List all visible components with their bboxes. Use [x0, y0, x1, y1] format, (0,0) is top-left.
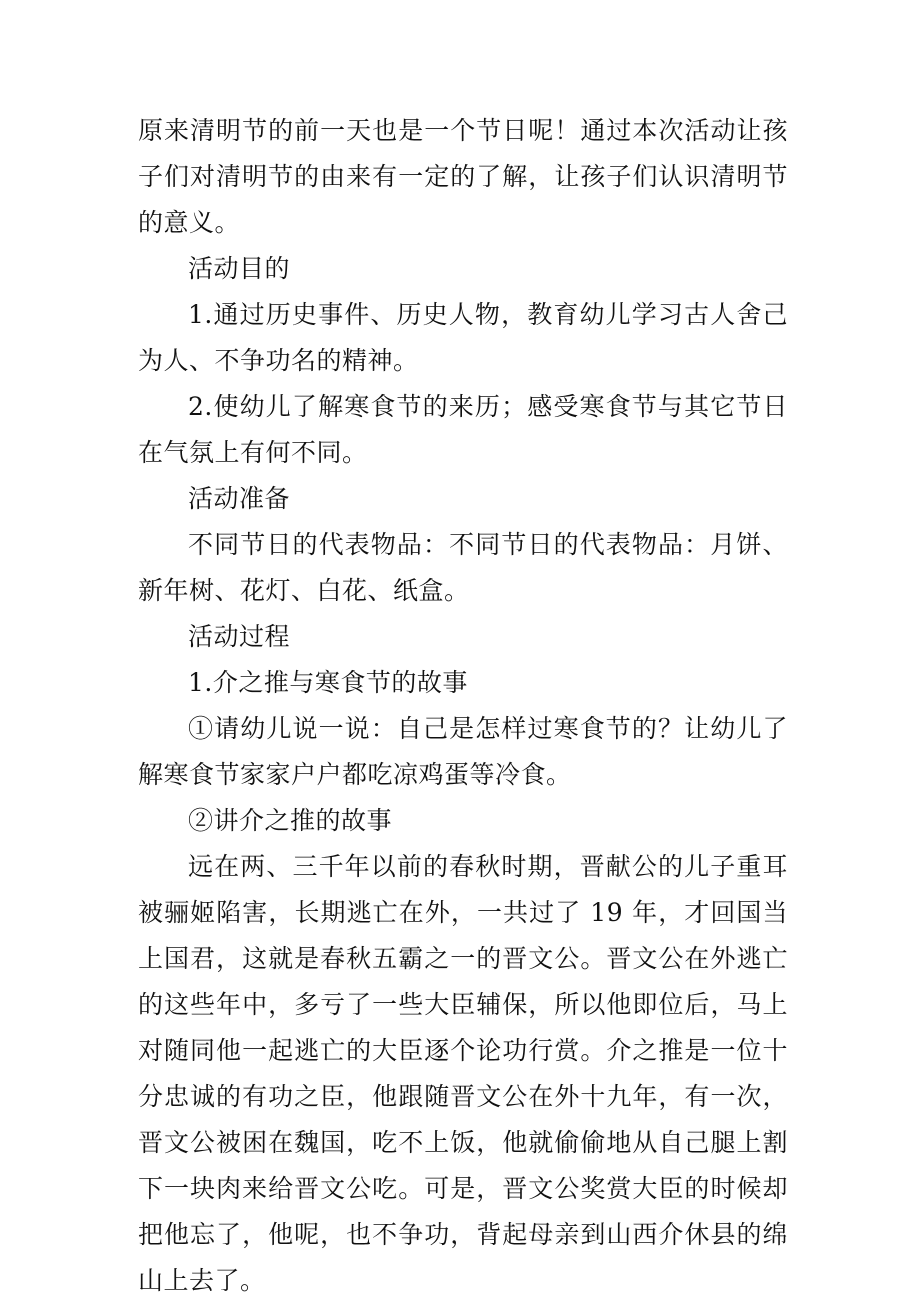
heading-activity-preparation: 活动准备: [188, 484, 291, 513]
list-item-goal-2: 2.使幼儿了解寒食节的来历；感受寒食节与其它节日在气氛上有何不同。: [138, 392, 788, 467]
paragraph-preparation: 不同节日的代表物品：不同节日的代表物品：月饼、新年树、花灯、白花、纸盒。: [138, 530, 788, 605]
list-item-step-1: ①请幼儿说一说：自己是怎样过寒食节的？让幼儿了解寒食节家家户户都吃凉鸡蛋等冷食。: [138, 714, 788, 789]
paragraph-intro: 原来清明节的前一天也是一个节日呢！通过本次活动让孩子们对清明节的由来有一定的了解，让孩子们认识清明节的意义。: [138, 116, 788, 237]
heading-activity-goals: 活动目的: [188, 254, 291, 283]
paragraph-story: 远在两、三千年以前的春秋时期，晋献公的儿子重耳被骊姬陷害，长期逃亡在外，一共过了 19 年，才回国当上国君，这就是春秋五霸之一的晋文公。晋文公在外逃亡的这些年中，多亏了一些大臣辅保，所以他即位后，马上对随同他一起逃亡的大臣逐个论功行赏。介之推是一位十分忠诚的有功之臣，他跟随晋文公在外十九年，有一次，晋文公被困在魏国，吃不上饭，他就偷偷地从自己腿上割下一块肉来给晋文公吃。可是，晋文公奖赏大臣的时候却把他忘了，他呢，也不争功，背起母亲到山西介休县的绵山上去了。: [138, 852, 788, 1295]
heading-activity-process: 活动过程: [188, 622, 291, 651]
list-item-goal-1: 1.通过历史事件、历史人物，教育幼儿学习古人舍己为人、不争功名的精神。: [138, 300, 788, 375]
list-item-step-2: ②讲介之推的故事: [188, 806, 393, 835]
list-item-process-1: 1.介之推与寒食节的故事: [188, 668, 468, 697]
document-body: [138, 108, 788, 1304]
